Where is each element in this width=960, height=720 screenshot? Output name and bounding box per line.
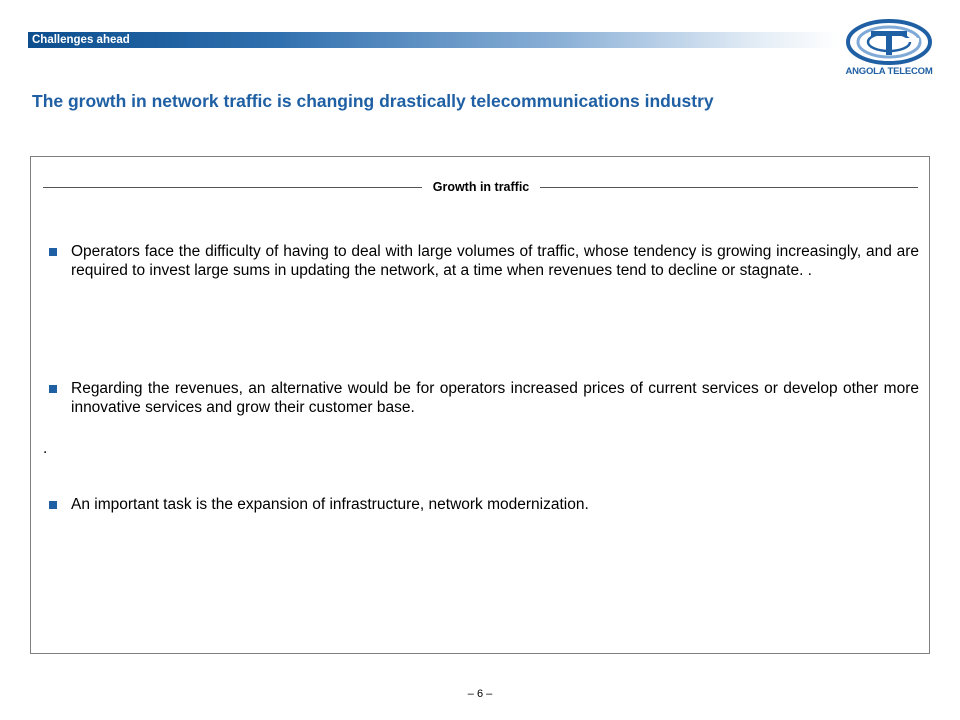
- section-label: Challenges ahead: [32, 34, 130, 46]
- bullet-text: An important task is the expansion of infrastructure, network modernization.: [71, 496, 589, 513]
- stray-dot: .: [43, 440, 48, 457]
- page-number: – 6 –: [467, 688, 493, 700]
- square-bullet-icon: [49, 248, 57, 256]
- square-bullet-icon: [49, 385, 57, 393]
- square-bullet-icon: [49, 501, 57, 509]
- box-heading-text: Growth in traffic: [422, 180, 541, 194]
- angola-telecom-logo-icon: [843, 18, 935, 66]
- logo-text: ANGOLA TELECOM: [845, 66, 933, 77]
- section-header-bar: [28, 32, 840, 48]
- angola-telecom-logo: [843, 18, 935, 82]
- list-item: [41, 242, 919, 280]
- list-item: [41, 379, 919, 417]
- bullet-text: Regarding the revenues, an alternative would be for operators increased prices of current services or develop other more innovative services and grow their customer base.: [71, 380, 919, 416]
- content-box: [30, 156, 930, 654]
- page-title: The growth in network traffic is changing drastically telecommunications industry: [32, 91, 714, 111]
- box-heading: [31, 179, 931, 195]
- bullet-text: Operators face the difficulty of having to deal with large volumes of traffic, whose tendency is growing increasingly, and are required to invest large sums in updating the network, at a time when revenues tend to decline or stagnate. .: [71, 243, 919, 279]
- list-item: [41, 495, 919, 514]
